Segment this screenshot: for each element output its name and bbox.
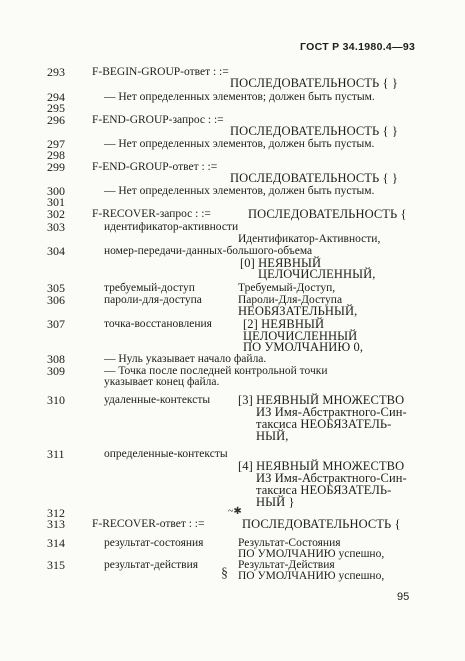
line-text: F-RECOVER-ответ : := [92, 518, 205, 530]
line-text: ЦЕЛОЧИСЛЕННЫЙ, [258, 267, 376, 281]
line-text: таксиса НЕОБЯЗАТЕЛЬ- [256, 483, 392, 497]
line-text: ПОСЛЕДОВАТЕЛЬНОСТЬ { } [230, 124, 398, 138]
line-text: ИЗ Имя-Абстрактного-Син- [256, 471, 407, 485]
line-text: ИЗ Имя-Абстрактного-Син- [256, 405, 407, 419]
line-text: — Точка после последней контрольной точки [104, 365, 328, 377]
line-number: 293 [47, 65, 65, 79]
line-number: 303 [47, 220, 65, 234]
line-text: F-END-GROUP-запрос : := [92, 114, 224, 126]
line-text: пароли-для-доступа [104, 294, 202, 306]
line-number: 305 [47, 281, 65, 295]
line-number: 311 [47, 447, 65, 461]
line-text: указывает конец файла. [104, 376, 220, 388]
line-number: 298 [47, 148, 65, 162]
line-text: результат-состояния [104, 537, 204, 549]
line-text: ПО УМОЛЧАНИЮ успешно, [238, 548, 385, 560]
line-number: 309 [47, 364, 65, 378]
line-text: F-BEGIN-GROUP-ответ : := [92, 66, 229, 78]
line-number: 296 [47, 113, 65, 127]
line-number: 295 [47, 101, 65, 115]
line-number: 301 [47, 195, 65, 209]
line-text: результат-действия [104, 559, 199, 571]
line-number: 302 [47, 207, 65, 221]
line-text: F-RECOVER-запрос : := [92, 208, 211, 220]
line-text: F-END-GROUP-ответ : := [92, 161, 218, 173]
line-text: ЦЕЛОЧИСЛЕННЫЙ [243, 329, 358, 343]
line-text: — Нет определенных элементов; должен быть пустым. [104, 91, 375, 103]
line-number: 294 [47, 90, 65, 104]
scan-speck: ~✱ [228, 506, 242, 517]
line-text: номер-передачи-данных-большого-объема [104, 245, 313, 257]
line-text: удаленные-контексты [104, 394, 211, 406]
line-text: — Нет определенных элементов, должен быть пустым. [104, 138, 375, 150]
line-text: — Нуль указывает начало файла. [104, 353, 267, 365]
line-text: Требуемый-Доступ, [238, 282, 336, 294]
line-text: ПОСЛЕДОВАТЕЛЬНОСТЬ { [242, 517, 401, 531]
line-text: [0] НЕЯВНЫЙ [240, 256, 322, 270]
line-number: 310 [47, 393, 65, 407]
line-number: 315 [47, 558, 65, 572]
line-text: идентификатор-активности [104, 221, 239, 233]
line-text: определенные-контексты [104, 448, 228, 460]
line-text: ПО УМОЛЧАНИЮ успешно, [238, 570, 385, 582]
line-number: 297 [47, 137, 65, 151]
line-text: НЫЙ } [256, 495, 295, 509]
line-text: ПОСЛЕДОВАТЕЛЬНОСТЬ { } [230, 76, 398, 90]
line-number: 313 [47, 517, 65, 531]
page-header: ГОСТ Р 34.1980.4—93 [300, 41, 416, 53]
line-number: 306 [47, 293, 65, 307]
line-text: ПО УМОЛЧАНИЮ 0, [243, 340, 364, 354]
line-number: 307 [47, 317, 65, 331]
line-text: [3] НЕЯВНЫЙ МНОЖЕСТВО [238, 393, 405, 407]
line-number: 304 [47, 244, 65, 258]
line-text: ПОСЛЕДОВАТЕЛЬНОСТЬ { [248, 207, 407, 221]
line-text: [4] НЕЯВНЫЙ МНОЖЕСТВО [238, 459, 405, 473]
line-text: точка-восстановления [104, 318, 212, 330]
line-text: — Нет определенных элементов, должен быть пустым. [104, 185, 375, 197]
line-text: ПОСЛЕДОВАТЕЛЬНОСТЬ { } [230, 171, 398, 185]
line-number: 312 [47, 506, 65, 520]
line-number: 300 [47, 184, 65, 198]
line-text: НЫЙ, [256, 429, 289, 443]
line-text: НЕОБЯЗАТЕЛЬНЫЙ, [238, 304, 358, 318]
line-number: 308 [47, 352, 65, 366]
page-number: 95 [397, 591, 410, 603]
line-number: 299 [47, 160, 65, 174]
line-text: таксиса НЕОБЯЗАТЕЛЬ- [256, 417, 392, 431]
line-text: Результат-Действия [238, 559, 335, 571]
line-text: Идентификатор-Активности, [238, 233, 381, 245]
line-text: Пароли-Для-Доступа [238, 294, 343, 306]
scan-speck: § [221, 566, 228, 581]
line-number: 314 [47, 536, 65, 550]
line-text: Результат-Состояния [238, 537, 341, 549]
line-text: [2] НЕЯВНЫЙ [243, 317, 325, 331]
line-text: требуемый-доступ [104, 282, 195, 294]
